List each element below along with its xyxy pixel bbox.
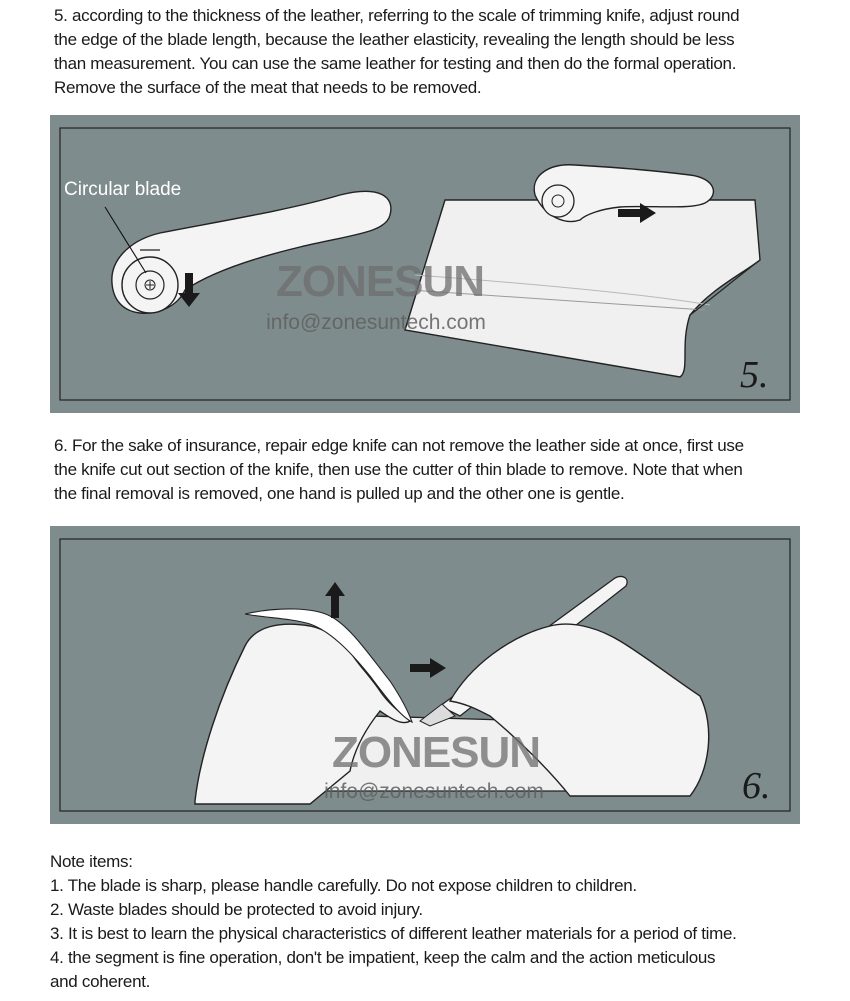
step-5-line: 5. according to the thickness of the leather, referring to the scale of trimming knife, adjust round bbox=[54, 6, 740, 25]
zonesun-email-watermark: info@zonesuntech.com bbox=[266, 311, 486, 334]
note-items bbox=[50, 850, 830, 994]
note-item: 1. The blade is sharp, please handle carefully. Do not expose children to children. bbox=[50, 876, 637, 895]
up-arrow-icon bbox=[325, 582, 345, 618]
step-6-line: the final removal is removed, one hand is pulled up and the other one is gentle. bbox=[54, 484, 625, 503]
step-5-line: the edge of the blade length, because the leather elasticity, revealing the length should be less bbox=[54, 30, 735, 49]
notes-title: Note items: bbox=[50, 852, 133, 871]
step-6-line: 6. For the sake of insurance, repair edge knife can not remove the leather side at once, first use bbox=[54, 436, 744, 455]
right-arrow-icon bbox=[410, 658, 446, 678]
step-6-illustration bbox=[50, 526, 800, 824]
note-item: 4. the segment is fine operation, don't be impatient, keep the calm and the action meticulous bbox=[50, 948, 716, 967]
step-5-line: Remove the surface of the meat that needs to be removed. bbox=[54, 78, 482, 97]
step-6-instructions bbox=[54, 434, 814, 506]
step-6-line: the knife cut out section of the knife, then use the cutter of thin blade to remove. Note that when bbox=[54, 460, 743, 479]
zonesun-watermark: ZONESUN bbox=[331, 728, 541, 777]
circular-blade-label: Circular blade bbox=[64, 179, 182, 200]
step-5-line: than measurement. You can use the same leather for testing and then do the formal operation. bbox=[54, 54, 737, 73]
step-5-number: 5. bbox=[740, 354, 769, 396]
zonesun-watermark: ZONESUN bbox=[275, 257, 485, 306]
note-item: and coherent. bbox=[50, 972, 151, 991]
step-6-number: 6. bbox=[742, 765, 771, 807]
step-5-instructions bbox=[54, 4, 814, 100]
note-item: 3. It is best to learn the physical characteristics of different leather materials for a period of time. bbox=[50, 924, 737, 943]
note-item: 2. Waste blades should be protected to avoid injury. bbox=[50, 900, 423, 919]
step-5-illustration bbox=[50, 115, 800, 413]
zonesun-email-watermark: info@zonesuntech.com bbox=[324, 780, 544, 803]
